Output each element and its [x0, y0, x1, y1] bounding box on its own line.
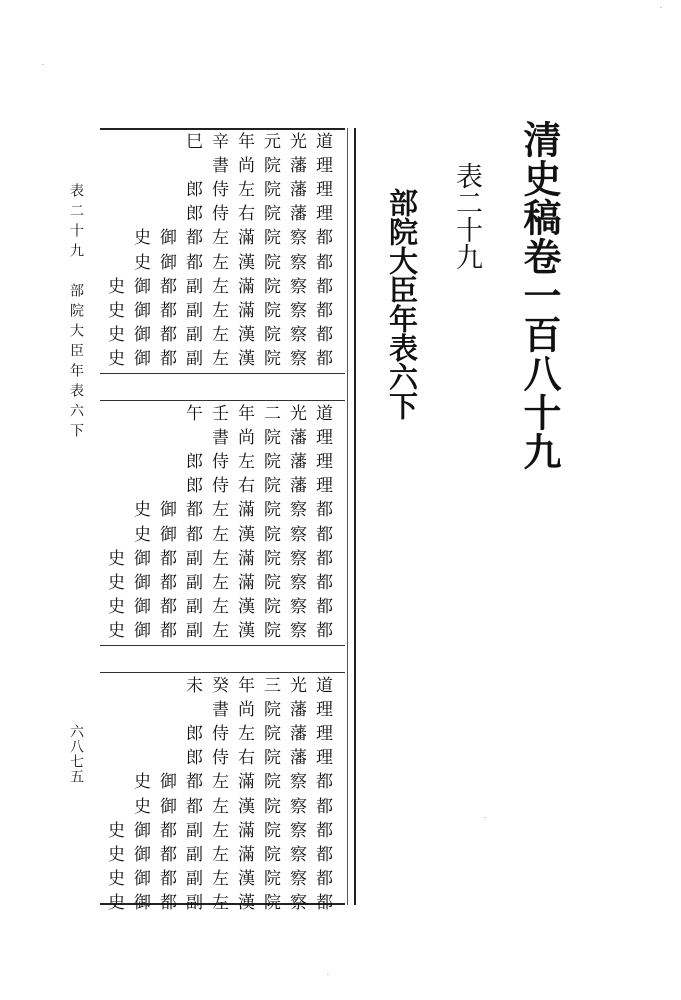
table-inner-right-rule: [347, 128, 348, 905]
office-row: 史御都副左漢院察都: [108, 620, 342, 641]
office-row: 郎侍左院藩理: [186, 452, 342, 473]
office-row: 書尚院藩理: [212, 700, 342, 721]
office-row: 史御都左滿院察都: [134, 228, 342, 249]
table-label: 表二十九: [451, 162, 482, 270]
office-row: 郎侍右院藩理: [186, 476, 342, 497]
ministers-year-table: [100, 128, 356, 913]
scan-speck: ·: [484, 815, 486, 822]
office-row: 史御都副左漢院察都: [108, 596, 342, 617]
office-row: 史御都副左漢院察都: [108, 324, 342, 345]
office-row: 書尚院藩理: [212, 156, 342, 177]
office-row: 史御都副左滿院察都: [108, 548, 342, 569]
office-row: 史御都副左滿院察都: [108, 276, 342, 297]
office-row: 史御都副左滿院察都: [108, 844, 342, 865]
block-separator: [100, 400, 345, 401]
office-row: 史御都副左滿院察都: [108, 300, 342, 321]
office-row: 郎侍右院藩理: [186, 204, 342, 225]
year-row: 未癸年三光道: [186, 676, 342, 696]
scan-speck: ·: [42, 62, 44, 69]
margin-running-title: 表二十九 部院大臣年表六下: [68, 183, 84, 443]
block-separator: [100, 373, 345, 374]
year-row: 巳辛年元光道: [186, 132, 342, 152]
block-separator: [100, 672, 345, 673]
office-row: 史御都左漢院察都: [134, 252, 342, 273]
office-row: 史御都左滿院察都: [134, 772, 342, 793]
office-row: 史御都左漢院察都: [134, 796, 342, 817]
office-row: 郎侍左院藩理: [186, 180, 342, 201]
scan-speck: ·: [660, 5, 662, 12]
scan-speck: ·: [327, 972, 329, 979]
office-row: 史御都左滿院察都: [134, 500, 342, 521]
page-number: 六八七五: [68, 724, 84, 784]
office-row: 史御都左漢院察都: [134, 524, 342, 545]
year-row: 午壬年二光道: [186, 404, 342, 424]
office-row: 史御都副左滿院察都: [108, 572, 342, 593]
volume-title: 清史稿卷一百八十九: [517, 120, 562, 471]
office-row: 郎侍左院藩理: [186, 724, 342, 745]
office-row: 史御都副左漢院察都: [108, 892, 342, 913]
block-separator: [100, 645, 345, 646]
office-row: 史御都副左漢院察都: [108, 348, 342, 369]
office-row: 書尚院藩理: [212, 428, 342, 449]
table-right-rule: [354, 128, 356, 905]
office-row: 郎侍右院藩理: [186, 748, 342, 769]
office-row: 史御都副左滿院察都: [108, 820, 342, 841]
table-name: 部院大臣年表六下: [385, 188, 419, 420]
office-row: 史御都副左漢院察都: [108, 868, 342, 889]
